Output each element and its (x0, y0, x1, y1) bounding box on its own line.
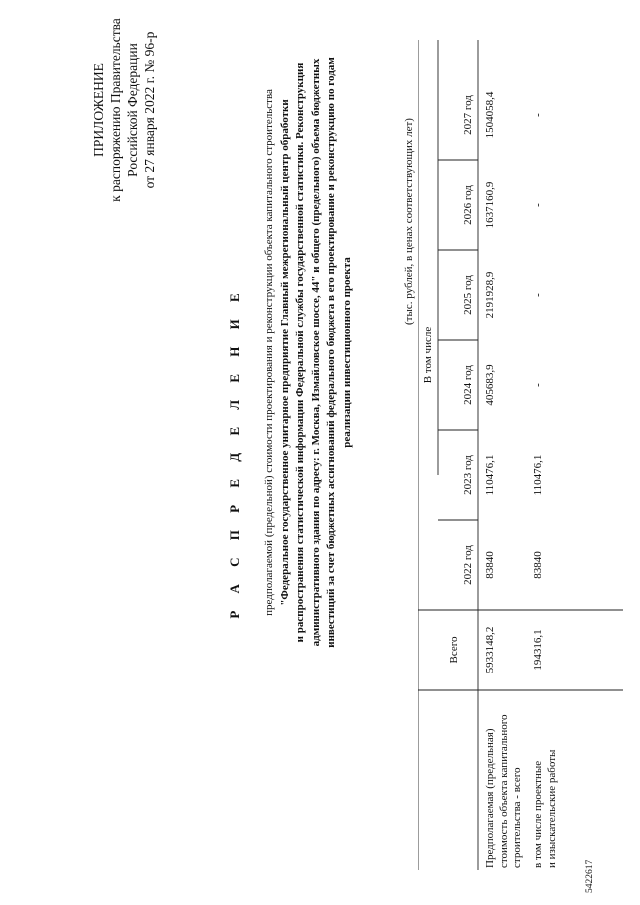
header-year: 2027 год (462, 95, 474, 135)
cell-total: 194316,1 (532, 629, 544, 671)
cell-value: 1637160,9 (484, 181, 496, 229)
document-id: 5422617 (585, 859, 595, 893)
header-year: 2022 год (462, 545, 474, 585)
row-label-design-works: в том числе проектные и изыскательские работы (532, 749, 558, 868)
units-note: (тыс. рублей, в ценах соответствующих лет) (403, 118, 415, 325)
cell-value: 2191928,9 (484, 271, 496, 319)
appendix-date-line: от 27 января 2022 г. № 96-р (142, 31, 157, 189)
header-year: 2026 год (462, 185, 474, 225)
header-in-that-number: В том числе (422, 326, 434, 384)
appendix-line: к распоряжению Правительства (108, 18, 123, 202)
subtitle-line: и распространения статистической информации Федеральной службы государственной статистики. Реконструкция (294, 62, 307, 643)
cell-value: 405683,9 (484, 364, 496, 406)
subtitle-line: инвестиций за счет бюджетных ассигнований федерального бюджета в его проектирование и реконструкцию по годам (325, 57, 338, 648)
cell-value: - (532, 383, 544, 387)
header-year: 2025 год (462, 275, 474, 315)
cell-value: 110476,1 (532, 454, 544, 496)
row-label-total-cost: Предполагаемая (предельная) стоимость объекта капитального строительства - всего (484, 714, 523, 868)
cell-value: 83840 (484, 551, 496, 579)
appendix-line: Российской Федерации (125, 43, 140, 177)
cell-value: - (532, 203, 544, 207)
distribution-table (418, 40, 623, 870)
cell-value: - (532, 293, 544, 297)
cell-value: - (532, 113, 544, 117)
cell-value: 83840 (532, 551, 544, 579)
cell-value: 110476,1 (484, 454, 496, 496)
document-title: Р А С П Р Е Д Е Л Е Н И Е (227, 286, 242, 619)
appendix-heading: ПРИЛОЖЕНИЕ (91, 63, 106, 157)
subtitle-line: "Федеральное государственное унитарное предприятие Главный межрегиональный центр обработки (278, 99, 291, 606)
subtitle-line: предполагаемой (предельной) стоимости проектирования и реконструкции объекта капитального строительства (263, 89, 275, 616)
cell-total: 5933148,2 (484, 626, 496, 674)
document-subtitle (262, 45, 356, 660)
subtitle-line: реализации инвестиционного проекта (340, 257, 353, 448)
cell-value: 1504058,4 (484, 91, 496, 139)
header-year: 2024 год (462, 365, 474, 405)
header-year: 2023 год (462, 455, 474, 495)
header-total: Всего (448, 636, 460, 664)
appendix-block (90, 15, 158, 205)
subtitle-line: административного здания по адресу: г. Москва, Измайловское шоссе, 44" и общего (предельного) объема бюджетных (309, 58, 322, 647)
